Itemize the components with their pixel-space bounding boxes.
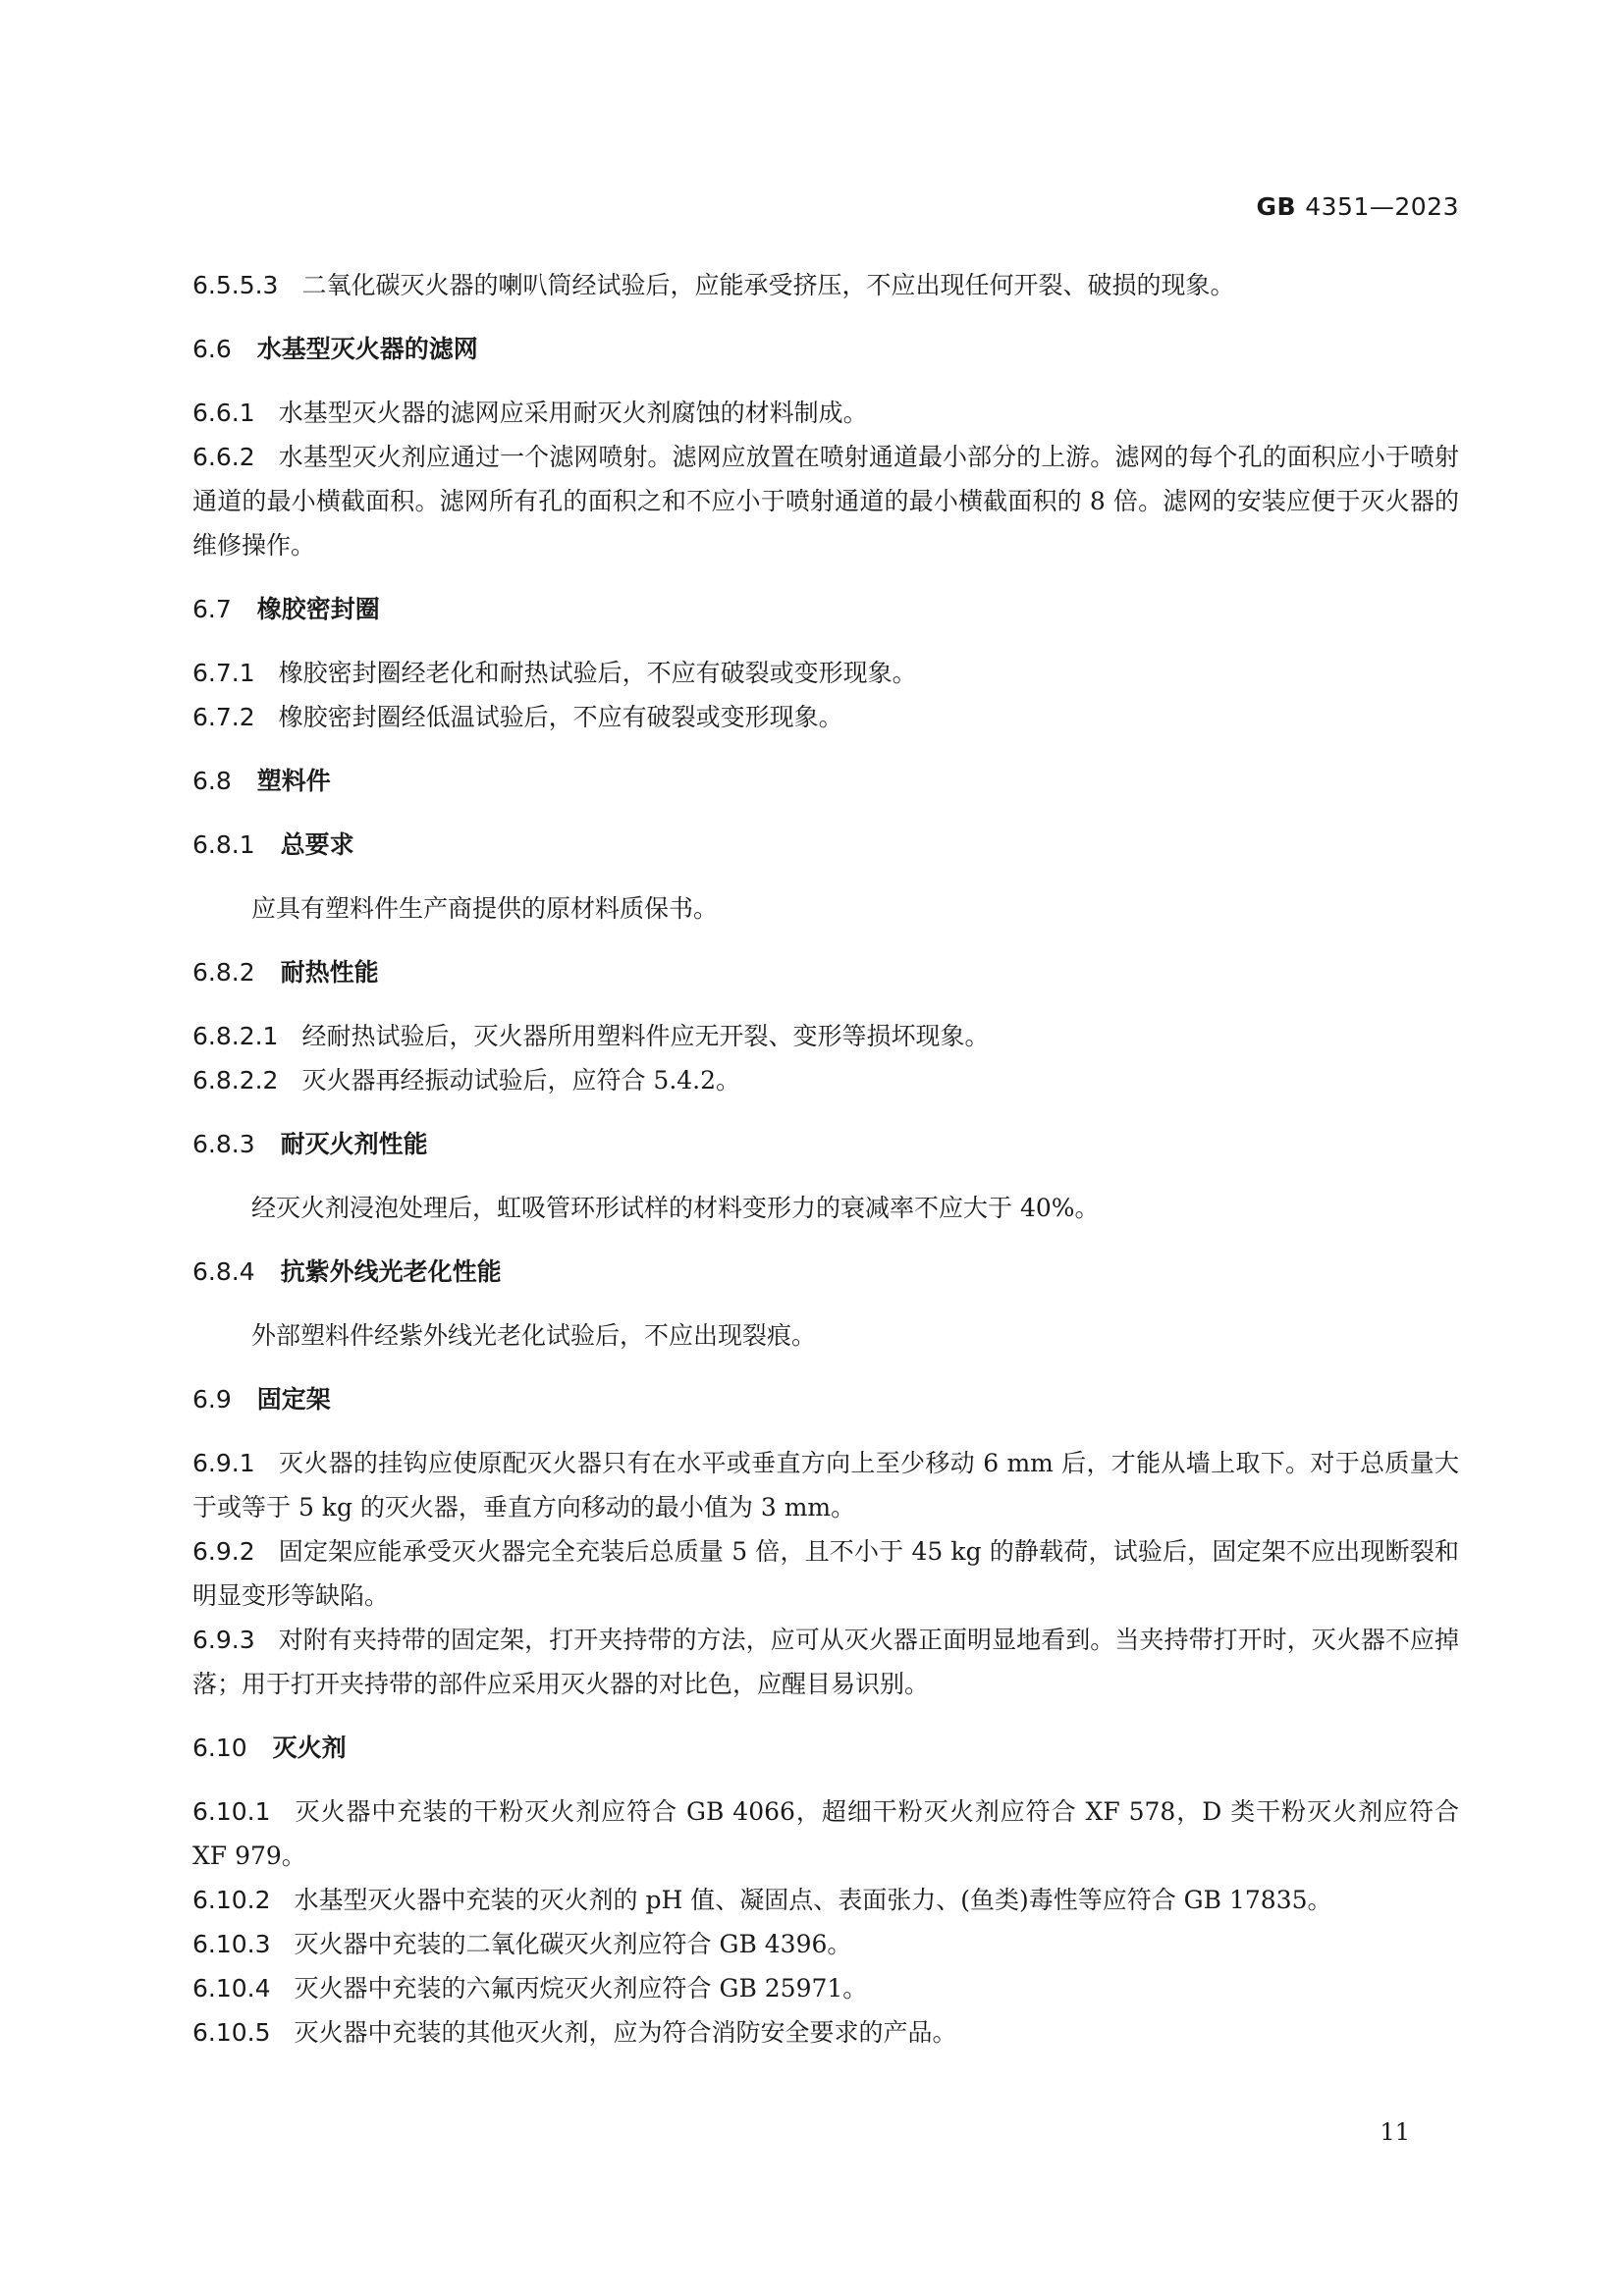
clause-number: 6.10.4 bbox=[192, 1974, 271, 2002]
document-body bbox=[192, 263, 1459, 2055]
clause-number: 6.7.2 bbox=[192, 703, 255, 731]
clause-number: 6.10.3 bbox=[192, 1930, 271, 1958]
clause-text: 灭火器中充装的六氟丙烷灭火剂应符合 GB 25971。 bbox=[294, 1974, 868, 2002]
clause-6-8-2-2 bbox=[192, 1058, 1459, 1102]
clause-number: 6.10.2 bbox=[192, 1886, 271, 1914]
heading-number: 6.8.3 bbox=[192, 1130, 255, 1158]
heading-6-8 bbox=[192, 759, 1459, 803]
clause-6-10-3 bbox=[192, 1922, 1459, 1966]
clause-text: 灭火器中充装的二氧化碳灭火剂应符合 GB 4396。 bbox=[294, 1930, 852, 1958]
clause-text: 对附有夹持带的固定架，打开夹持带的方法，应可从灭火器正面明显地看到。当夹持带打开时，灭火器不应掉落；用于打开夹持带的部件应采用灭火器的对比色，应醒目易识别。 bbox=[192, 1626, 1459, 1698]
heading-6-8-2 bbox=[192, 950, 1459, 994]
clause-number: 6.5.5.3 bbox=[192, 271, 279, 299]
heading-6-10 bbox=[192, 1726, 1459, 1770]
heading-number: 6.8.1 bbox=[192, 830, 255, 859]
clause-text: 二氧化碳灭火器的喇叭筒经试验后，应能承受挤压，不应出现任何开裂、破损的现象。 bbox=[301, 271, 1235, 299]
heading-number: 6.8 bbox=[192, 767, 232, 795]
clause-6-5-5-3 bbox=[192, 263, 1459, 307]
clause-number: 6.9.2 bbox=[192, 1537, 255, 1566]
clause-number: 6.6.1 bbox=[192, 399, 255, 427]
clause-text: 灭火器的挂钩应使原配灭火器只有在水平或垂直方向上至少移动 6 mm 后，才能从墙上取下。对于总质量大于或等于 5 kg 的灭火器，垂直方向移动的最小值为 3 mm。 bbox=[192, 1449, 1459, 1522]
clause-number: 6.7.1 bbox=[192, 659, 255, 687]
clause-6-10-4 bbox=[192, 1966, 1459, 2010]
clause-6-8-2-1 bbox=[192, 1014, 1459, 1058]
heading-number: 6.7 bbox=[192, 595, 232, 623]
clause-text: 水基型灭火器的滤网应采用耐灭火剂腐蚀的材料制成。 bbox=[278, 399, 868, 427]
heading-title: 塑料件 bbox=[256, 767, 331, 795]
clause-number: 6.9.1 bbox=[192, 1449, 255, 1477]
clause-6-6-2 bbox=[192, 435, 1459, 567]
clause-number: 6.6.2 bbox=[192, 443, 255, 471]
heading-title: 耐灭火剂性能 bbox=[280, 1130, 428, 1158]
clause-number: 6.8.2.2 bbox=[192, 1066, 279, 1095]
clause-number: 6.10.1 bbox=[192, 1797, 271, 1826]
heading-number: 6.8.4 bbox=[192, 1257, 255, 1286]
paragraph-6-8-4: 外部塑料件经紫外线光老化试验后，不应出现裂痕。 bbox=[251, 1321, 817, 1350]
clause-text: 水基型灭火器中充装的灭火剂的 pH 值、凝固点、表面张力、(鱼类)毒性等应符合 GB 17835。 bbox=[294, 1886, 1332, 1914]
heading-title: 总要求 bbox=[280, 830, 354, 859]
heading-title: 固定架 bbox=[256, 1385, 331, 1414]
clause-text: 橡胶密封圈经低温试验后，不应有破裂或变形现象。 bbox=[278, 703, 843, 731]
clause-6-10-1 bbox=[192, 1789, 1459, 1878]
clause-6-7-1 bbox=[192, 651, 1459, 695]
heading-number: 6.6 bbox=[192, 335, 232, 363]
heading-6-8-4 bbox=[192, 1250, 1459, 1294]
clause-6-7-2 bbox=[192, 695, 1459, 739]
heading-title: 抗紫外线光老化性能 bbox=[280, 1257, 502, 1286]
clause-text: 灭火器中充装的其他灭火剂，应为符合消防安全要求的产品。 bbox=[294, 2018, 957, 2047]
standard-number: 4351—2023 bbox=[1305, 192, 1459, 221]
document-header bbox=[1256, 192, 1459, 221]
heading-6-9 bbox=[192, 1377, 1459, 1421]
paragraph-6-8-3: 经灭火剂浸泡处理后，虹吸管环形试样的材料变形力的衰减率不应大于 40%。 bbox=[251, 1194, 1100, 1222]
clause-6-9-3 bbox=[192, 1618, 1459, 1706]
heading-6-7 bbox=[192, 587, 1459, 631]
clause-number: 6.10.5 bbox=[192, 2018, 271, 2047]
clause-6-10-2 bbox=[192, 1878, 1459, 1922]
clause-text: 经耐热试验后，灭火器所用塑料件应无开裂、变形等损坏现象。 bbox=[301, 1022, 990, 1050]
clause-number: 6.9.3 bbox=[192, 1626, 255, 1654]
heading-number: 6.10 bbox=[192, 1734, 247, 1762]
clause-text: 灭火器再经振动试验后，应符合 5.4.2。 bbox=[301, 1066, 741, 1095]
clause-6-9-2 bbox=[192, 1529, 1459, 1618]
heading-6-8-1 bbox=[192, 823, 1459, 867]
heading-title: 耐热性能 bbox=[280, 958, 379, 987]
clause-text: 固定架应能承受灭火器完全充装后总质量 5 倍，且不小于 45 kg 的静载荷，试验后，固定架不应出现断裂和明显变形等缺陷。 bbox=[192, 1537, 1459, 1610]
clause-6-10-5 bbox=[192, 2010, 1459, 2055]
clause-text: 灭火器中充装的干粉灭火剂应符合 GB 4066，超细干粉灭火剂应符合 XF 578，D 类干粉灭火剂应符合 XF 979。 bbox=[192, 1797, 1459, 1870]
clause-6-6-1 bbox=[192, 391, 1459, 435]
standard-prefix: GB bbox=[1256, 192, 1297, 221]
clause-6-9-1 bbox=[192, 1441, 1459, 1529]
heading-title: 水基型灭火器的滤网 bbox=[256, 335, 478, 363]
clause-number: 6.8.2.1 bbox=[192, 1022, 279, 1050]
heading-6-6 bbox=[192, 327, 1459, 371]
heading-number: 6.9 bbox=[192, 1385, 232, 1414]
heading-title: 灭火剂 bbox=[272, 1734, 347, 1762]
heading-title: 橡胶密封圈 bbox=[256, 595, 380, 623]
clause-text: 水基型灭火剂应通过一个滤网喷射。滤网应放置在喷射通道最小部分的上游。滤网的每个孔的面积应小于喷射通道的最小横截面积。滤网所有孔的面积之和不应小于喷射通道的最小横截面积的 8 倍。滤网的安装应便于灭火器的维修操作。 bbox=[192, 443, 1459, 560]
paragraph-6-8-1: 应具有塑料件生产商提供的原材料质保书。 bbox=[251, 894, 719, 923]
page-number: 11 bbox=[1380, 2118, 1410, 2146]
heading-number: 6.8.2 bbox=[192, 958, 255, 987]
heading-6-8-3 bbox=[192, 1122, 1459, 1166]
clause-text: 橡胶密封圈经老化和耐热试验后，不应有破裂或变形现象。 bbox=[278, 659, 917, 687]
